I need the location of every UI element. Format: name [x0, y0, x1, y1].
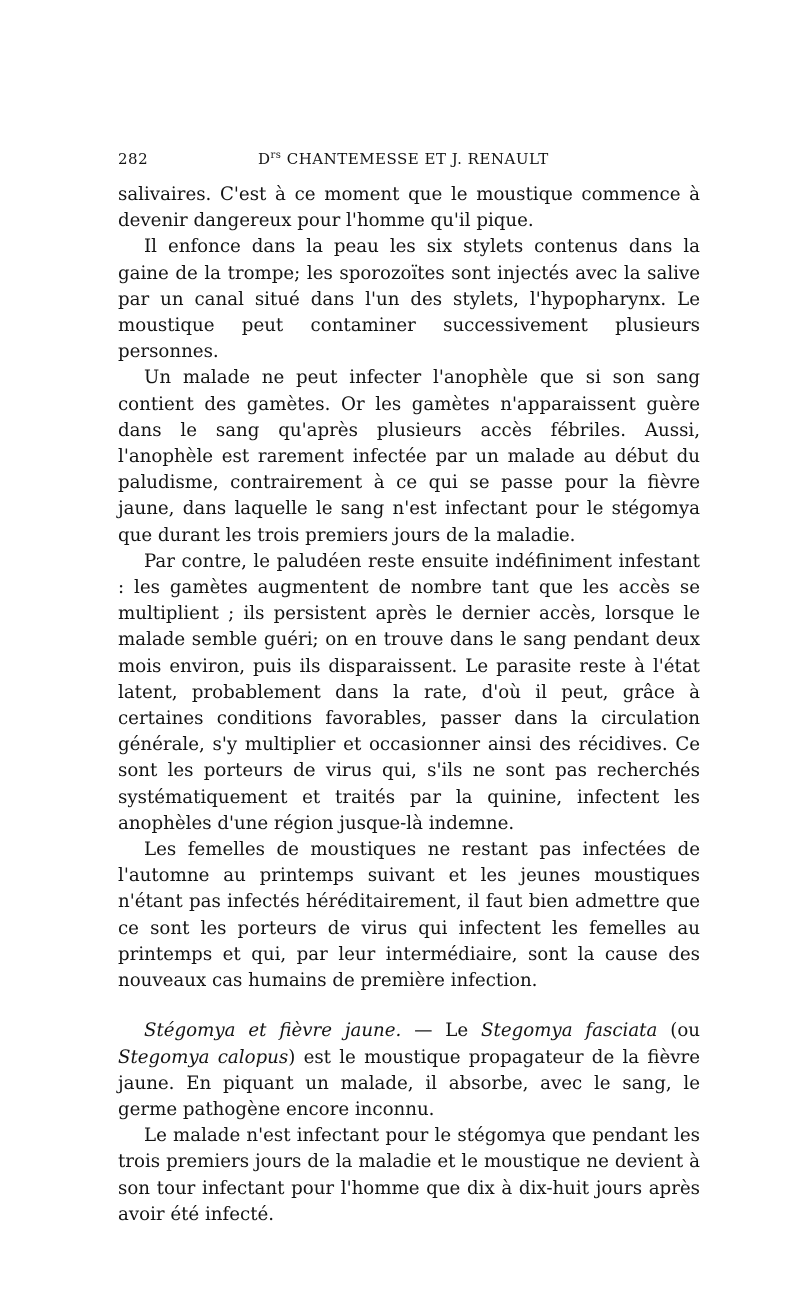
paragraph-continued: salivaires. C'est à ce moment que le moustique commence à devenir dangereux pour l'homme qu'il pique. — [118, 184, 700, 232]
paragraph: Par contre, le paludéen reste ensuite indéfiniment infestant : les gamètes augmentent de nombre tant que les accès se multiplient ; ils persistent après le dernier accès, lorsque le malade semble guéri; on en trouve dans le sang pendant deux mois environ, puis ils disparaissent. Le parasite reste à l'état latent, probablement dans la rate, d'où il peut, grâce à certaines conditions favorables, passer dans la circulation générale, s'y multiplier et occasionner ainsi des récidives. Ce sont les porteurs de virus qui, s'ils ne sont pas recherchés systématiquement et traités par la quinine, infectent les anophèles d'une région jusque-là indemne. — [118, 550, 700, 834]
authors-superscript: rs — [270, 150, 282, 161]
paragraph: Les femelles de moustiques ne restant pas infectées de l'automne au printemps suivant et les jeunes moustiques n'étant pas infectés héréditairement, il faut bien admettre que ce sont les porteurs de virus qui infectent les femelles au printemps et qui, par leur intermédiaire, sont la cause des nouveaux cas humains de première infection. — [118, 839, 700, 992]
page-number: 282 — [118, 150, 149, 168]
body-text — [118, 182, 700, 1228]
authors-prefix: D — [258, 150, 271, 168]
paragraph: Le malade n'est infectant pour le stégomya que pendant les trois premiers jours de la maladie et le moustique ne devient à son tour infectant pour l'homme que dix à dix-huit jours après avoir été infecté. — [118, 1125, 700, 1225]
section-paragraph — [118, 1018, 700, 1123]
section-heading: Stégomya et fièvre jaune. — [144, 1020, 402, 1042]
species-name: Stegomya calopus — [118, 1046, 289, 1068]
paragraph: Un malade ne peut infecter l'anophèle que si son sang contient des gamètes. Or les gamètes n'apparaissent guère dans le sang qu'après plusieurs accès fébriles. Aussi, l'anophèle est rarement infectée par un malade au début du paludisme, contrairement à ce qui se passe pour la fièvre jaune, dans laquelle le sang n'est infectant pour le stégomya que durant les trois premiers jours de la maladie. — [118, 367, 700, 546]
page-header — [118, 150, 700, 174]
species-name: Stegomya fasciata — [481, 1020, 658, 1042]
section-text: ) est le moustique propagateur de la fièvre jaune. En piquant un malade, il absorbe, avec le sang, le germe pathogène encore inconnu. — [118, 1046, 700, 1120]
paren-text: (ou — [657, 1020, 700, 1042]
section-dash: — Le — [401, 1020, 482, 1042]
paragraph: Il enfonce dans la peau les six stylets contenus dans la gaine de la trompe; les sporozoïtes sont injectés avec la salive par un canal situé dans l'un des stylets, l'hypopharynx. Le moustique peut contaminer successivement plusieurs personnes. — [118, 236, 700, 363]
running-head — [258, 150, 549, 168]
authors-names: CHANTEMESSE ET J. RENAULT — [281, 150, 549, 168]
